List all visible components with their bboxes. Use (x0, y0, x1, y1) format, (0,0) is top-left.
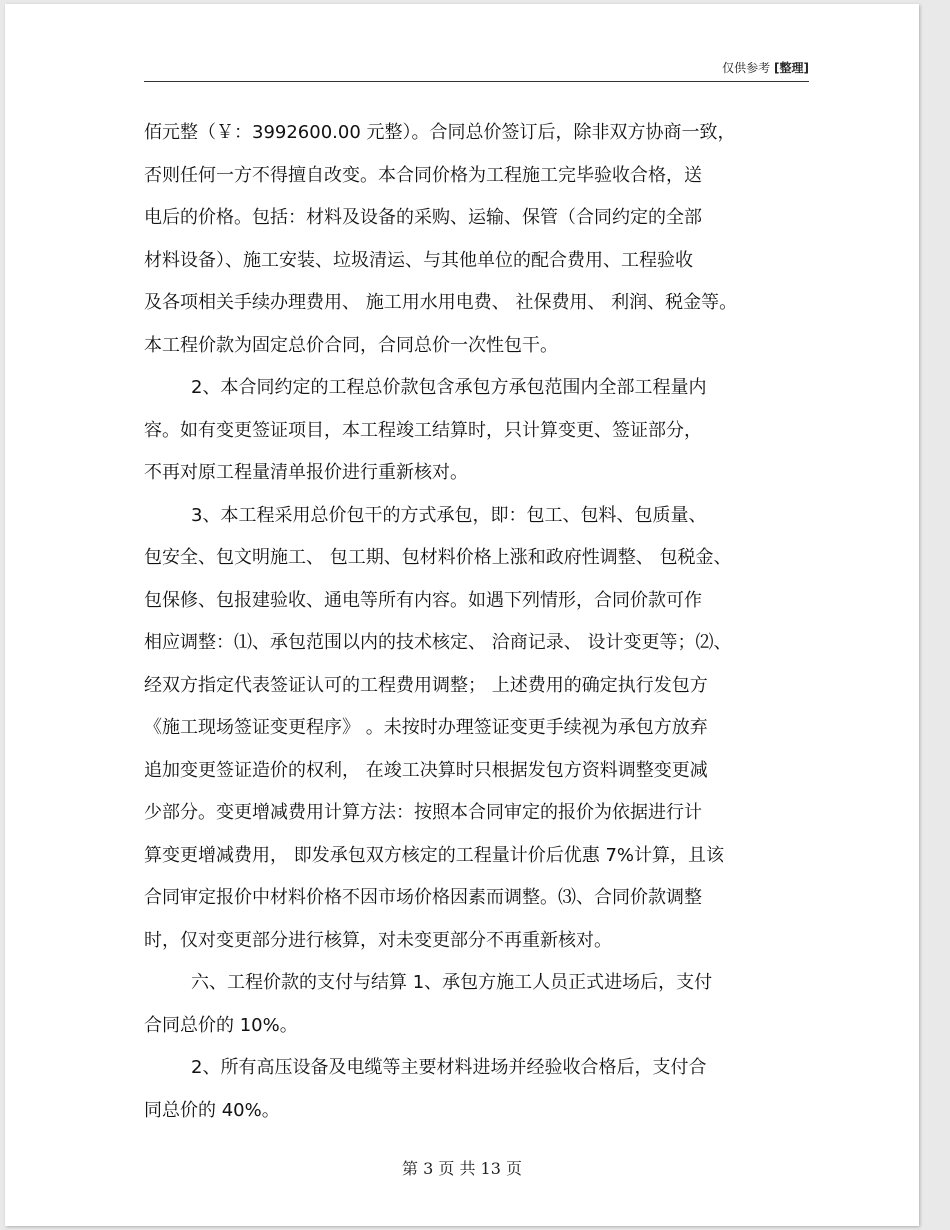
body-line: 电后的价格。包括：材料及设备的采购、运输、保管（合同约定的全部 (144, 207, 702, 228)
page-prefix: 第 (401, 1159, 418, 1178)
document-page (5, 4, 919, 1226)
body-line: 及各项相关手续办理费用、 施工用水用电费、 社保费用、 利润、税金等。 (144, 292, 738, 313)
body-line: 否则任何一方不得擅自改变。本合同价格为工程施工完毕验收合格，送 (144, 164, 702, 186)
paragraph-start-line: 六、工程价款的支付与结算 1、承包方施工人员正式进场后，支付 (191, 972, 713, 993)
body-line: 合同审定报价中材料价格不因市场价格因素而调整。⑶、合同价款调整 (144, 887, 702, 908)
total-pages: 13 (480, 1159, 501, 1178)
header-tag: [整理] (774, 61, 809, 75)
body-line: 时，仅对变更部分进行核算，对未变更部分不再重新核对。 (144, 929, 612, 951)
body-line: 包安全、包文明施工、 包工期、包材料价格上涨和政府性调整、 包税金、 (144, 547, 732, 568)
body-line: 《施工现场签证变更程序》 。未按时办理签证变更手续视为承包方放弃 (144, 717, 708, 738)
body-line: 追加变更签证造价的权利， 在竣工决算时只根据发包方资料调整变更减 (144, 759, 708, 781)
page-header (144, 54, 809, 82)
body-line: 包保修、包报建验收、通电等所有内容。如遇下列情形，合同价款可作 (144, 589, 702, 611)
body-line: 材料设备）、施工安装、垃圾清运、与其他单位的配合费用、工程验收 (144, 249, 693, 271)
paragraph-start-line: 3、本工程采用总价包干的方式承包，即：包工、包料、包质量、 (191, 504, 707, 526)
header-note (722, 59, 809, 76)
document-body (144, 112, 844, 1132)
body-line: 算变更增减费用， 即发承包双方核定的工程量计价后优惠 7%计算，且该 (144, 844, 724, 866)
body-line: 本工程价款为固定总价合同，合同总价一次性包干。 (144, 334, 558, 356)
header-label: 仅供参考 (722, 61, 771, 75)
paragraph-start-line: 2、本合同约定的工程总价款包含承包方承包范围内全部工程量内 (191, 377, 707, 398)
page-suffix: 页 (506, 1159, 523, 1178)
body-line: 经双方指定代表签证认可的工程费用调整； 上述费用的确定执行发包方 (144, 674, 708, 696)
paragraph-start-line: 2、所有高压设备及电缆等主要材料进场并经验收合格后，支付合 (191, 1057, 707, 1078)
body-line: 容。如有变更签证项目，本工程竣工结算时，只计算变更、签证部分， (144, 419, 702, 441)
body-line: 少部分。变更增减费用计算方法：按照本合同审定的报价为依据进行计 (144, 802, 702, 823)
body-line: 同总价的 40%。 (144, 1099, 280, 1121)
body-line: 不再对原工程量清单报价进行重新核对。 (144, 462, 468, 483)
page-footer (5, 1156, 919, 1179)
page-mid: 页 共 (438, 1159, 476, 1178)
body-line: 相应调整：⑴、承包范围以内的技术核定、 洽商记录、 设计变更等；⑵、 (144, 632, 732, 653)
body-line: 合同总价的 10%。 (144, 1014, 298, 1036)
page-number: 3 (423, 1159, 434, 1178)
body-line: 佰元整（￥：3992600.00 元整）。合同总价签订后，除非双方协商一致， (144, 122, 736, 143)
